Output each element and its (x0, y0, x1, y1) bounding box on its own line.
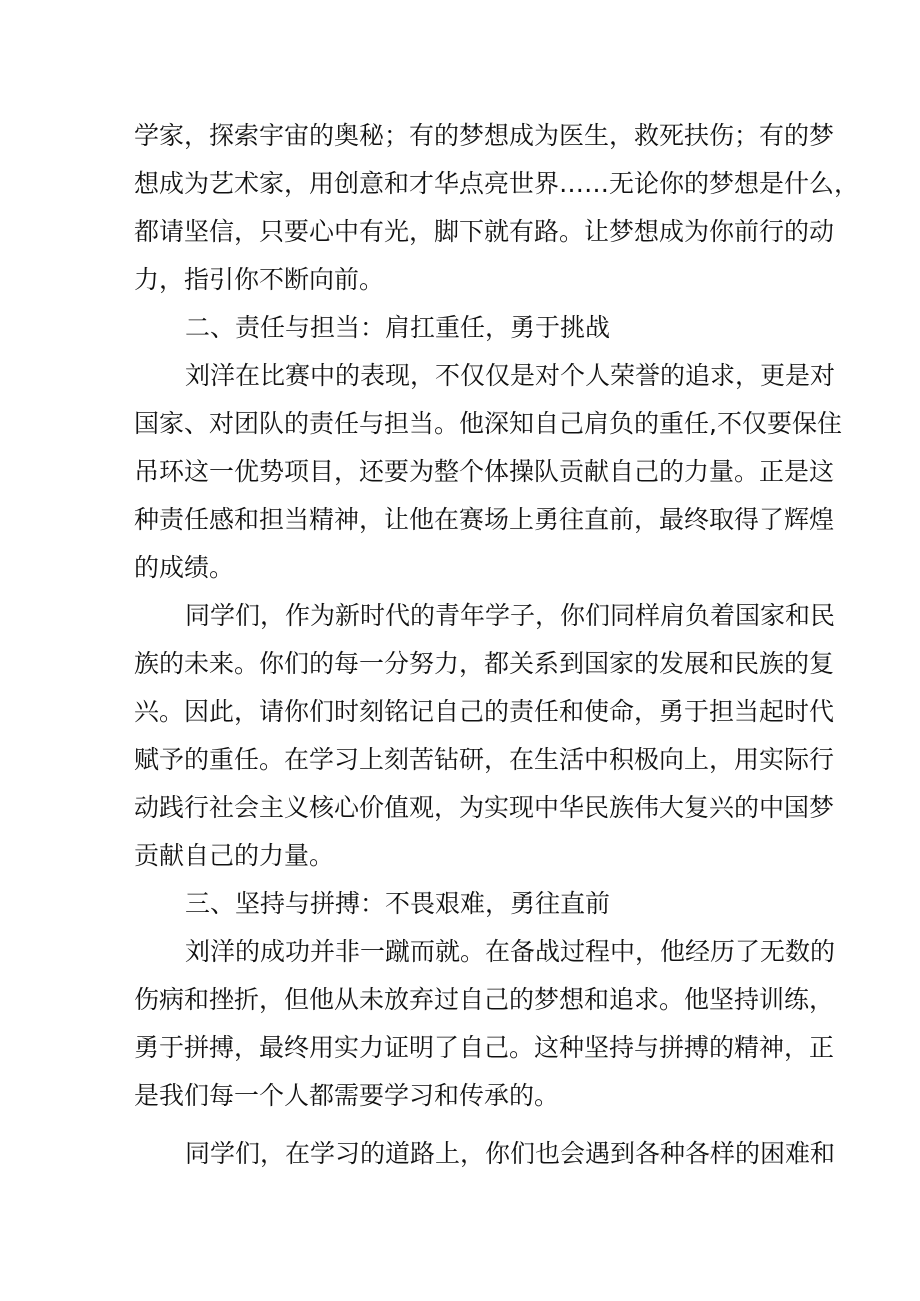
text-line: 兴。因此，请你们时刻铭记自己的责任和使命，勇于担当起时代 (134, 697, 835, 726)
text-line: 都请坚信，只要心中有光，脚下就有路。让梦想成为你前行的动 (134, 217, 835, 246)
paragraph (134, 112, 860, 304)
text-line: 吊环这一优势项目，还要为整个体操队贡献自己的力量。正是这 (134, 457, 835, 486)
text-line: 国家、对团队的责任与担当。他深知自己肩负的重任,不仅要保住 (134, 409, 842, 438)
text-line: 勇于拼搏，最终用实力证明了自己。这种坚持与拼搏的精神，正 (134, 1033, 835, 1062)
text-line: 贡献自己的力量。 (134, 841, 335, 870)
text-line: 想成为艺术家，用创意和才华点亮世界……无论你的梦想是什么， (134, 169, 860, 198)
paragraph (134, 592, 836, 880)
paragraph (134, 352, 842, 592)
text-line: 力，指引你不断向前。 (134, 265, 385, 294)
section-heading (134, 880, 789, 928)
text-line: 种责任感和担当精神，让他在赛场上勇往直前，最终取得了辉煌 (134, 505, 835, 534)
text-line: 是我们每一个人都需要学习和传承的。 (134, 1081, 560, 1110)
text-line: 同学们，作为新时代的青年学子，你们同样肩负着国家和民 (185, 601, 836, 630)
text-line: 的成绩。 (134, 553, 235, 582)
text-line: 刘洋的成功并非一蹴而就。在备战过程中，他经历了无数的 (185, 937, 836, 966)
text-line: 刘洋在比赛中的表现，不仅仅是对个人荣誉的追求，更是对 (185, 361, 836, 390)
document-body (134, 112, 860, 1178)
text-line: 族的未来。你们的每一分努力，都关系到国家的发展和民族的复 (134, 649, 835, 678)
text-line: 学家，探索宇宙的奥秘；有的梦想成为医生，救死扶伤；有的梦 (134, 121, 835, 150)
text-line: 赋予的重任。在学习上刻苦钻研，在生活中积极向上，用实际行 (134, 745, 835, 774)
section-heading (134, 304, 789, 352)
paragraph (134, 928, 836, 1120)
heading-text: 三、坚持与拼搏：不畏艰难，勇往直前 (185, 889, 611, 918)
paragraph (134, 1130, 836, 1178)
text-line: 动践行社会主义核心价值观，为实现中华民族伟大复兴的中国梦 (134, 793, 835, 822)
text-line: 伤病和挫折，但他从未放弃过自己的梦想和追求。他坚持训练， (134, 985, 835, 1014)
heading-text: 二、责任与担当：肩扛重任，勇于挑战 (185, 313, 611, 342)
text-line: 同学们，在学习的道路上，你们也会遇到各种各样的困难和 (185, 1139, 836, 1168)
